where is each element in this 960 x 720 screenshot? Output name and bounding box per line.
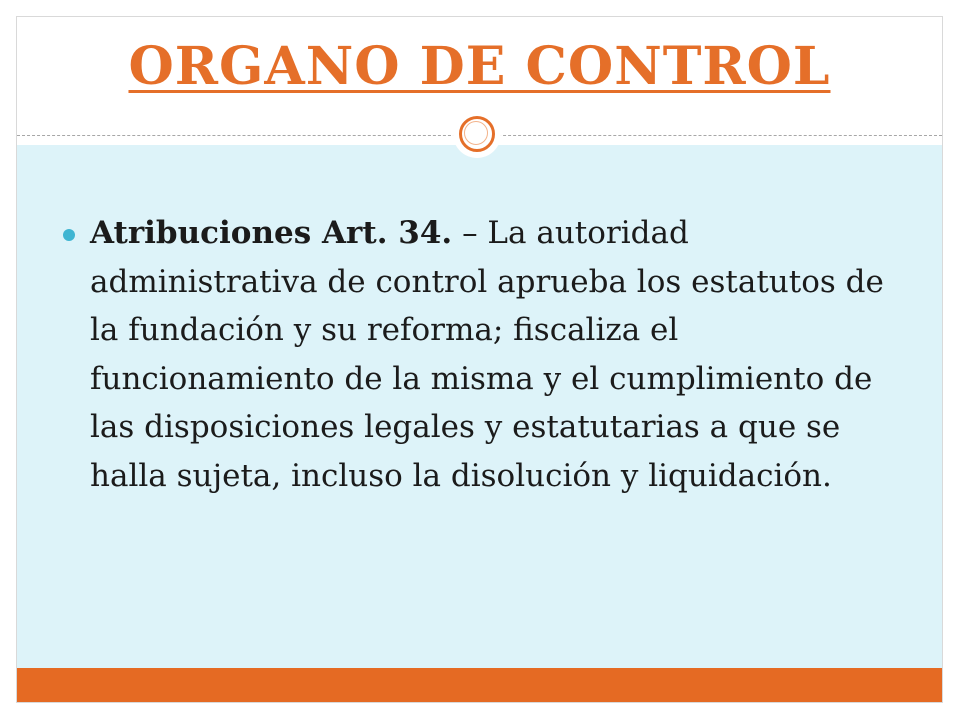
slide-title: ORGANO DE CONTROL	[128, 36, 831, 97]
bullet-lead: Atribuciones Art. 34.	[90, 215, 453, 251]
bullet-text	[90, 209, 913, 500]
concentric-circle-icon	[453, 110, 501, 158]
bullet-item	[63, 209, 913, 500]
bullet-dot-icon	[63, 229, 75, 241]
bullet-body: – La autoridad administrativa de control aprueba los estatutos de la fundación y su reforma; fiscaliza el funcionamiento de la misma y el cumplimiento de las disposiciones legales y estatutarias a que se halla sujeta, incluso la disolución y liquidación.	[90, 215, 884, 494]
slide	[16, 16, 943, 703]
footer-bar	[17, 668, 942, 702]
